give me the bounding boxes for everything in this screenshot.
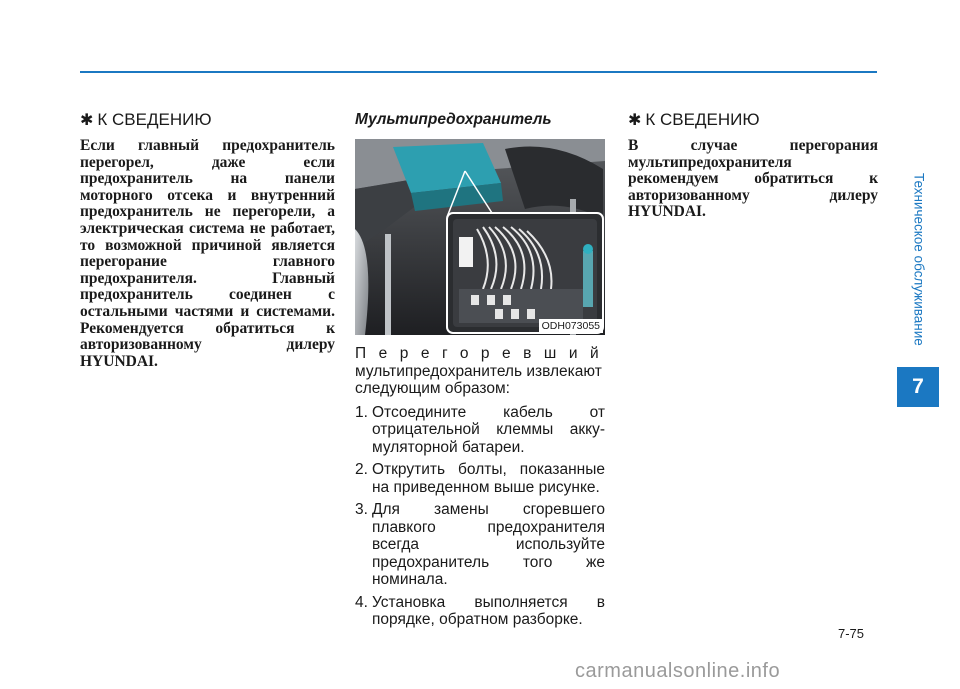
top-rule: [80, 71, 877, 73]
intro-text: [355, 345, 612, 398]
list-item: [355, 594, 605, 629]
step-text: Отсоедините кабель от отрицательной клеммы акку-муляторной батареи.: [372, 403, 605, 456]
section-tab-title: Техническое обслуживание: [911, 172, 927, 346]
note-body: В случае перегорания мультипредохранителя рекомендуем обратиться к авторизованному дилеру HYUNDAI.: [628, 137, 878, 221]
step-number: 4.: [355, 593, 368, 611]
step-text: Открутить болты, показанные на приведенном выше рисунке.: [372, 461, 605, 496]
engine-fuse-photo: [355, 139, 605, 335]
step-number: 2.: [355, 461, 368, 478]
watermark: carmanualsonline.info: [575, 660, 781, 682]
note-heading-label: К СВЕДЕНИЮ: [97, 110, 212, 129]
note-column-right: [628, 109, 878, 221]
note-column-left: [80, 109, 335, 370]
image-code: ODH073055: [539, 319, 603, 333]
list-item: [355, 404, 605, 457]
star-asterisk-icon: ✱: [80, 112, 94, 129]
section-subheading: Мультипредохранитель: [355, 111, 552, 128]
note-body: Если главный предохранитель перегорел, даже если предохранитель на панели моторного отсека и внутренний предохранитель не перегорели, а электрическая система не работает, то возможной причиной является перегорание главного предохранителя. Главный предохранитель соединен с остальными частями и системами. Рекомендуется обратиться к авторизованному дилеру HYUNDAI.: [80, 137, 335, 370]
page-number: 7-75: [838, 626, 865, 641]
step-number: 3.: [355, 501, 368, 518]
intro-rest: мультипредохранитель извлекают следующим образом:: [355, 362, 602, 397]
list-item: [355, 501, 605, 589]
note-heading: [80, 109, 335, 132]
intro-first-word: Перегоревший: [355, 345, 612, 362]
engine-bay-illustration: [355, 139, 605, 335]
step-text: Установка выполняется в порядке, обратном разборке.: [372, 593, 605, 628]
steps-list: [355, 404, 605, 629]
step-text: Для замены сгоревшего плавкого предохранителя всегда используйте предохранитель того же номинала.: [372, 501, 605, 588]
chapter-number-badge: 7: [897, 367, 939, 407]
note-heading: [628, 109, 878, 132]
section-tab: [898, 154, 940, 364]
list-item: [355, 461, 605, 496]
note-heading-label: К СВЕДЕНИЮ: [645, 110, 760, 129]
star-asterisk-icon: ✱: [628, 112, 642, 129]
multifuse-section: [355, 109, 612, 634]
step-number: 1.: [355, 403, 368, 421]
